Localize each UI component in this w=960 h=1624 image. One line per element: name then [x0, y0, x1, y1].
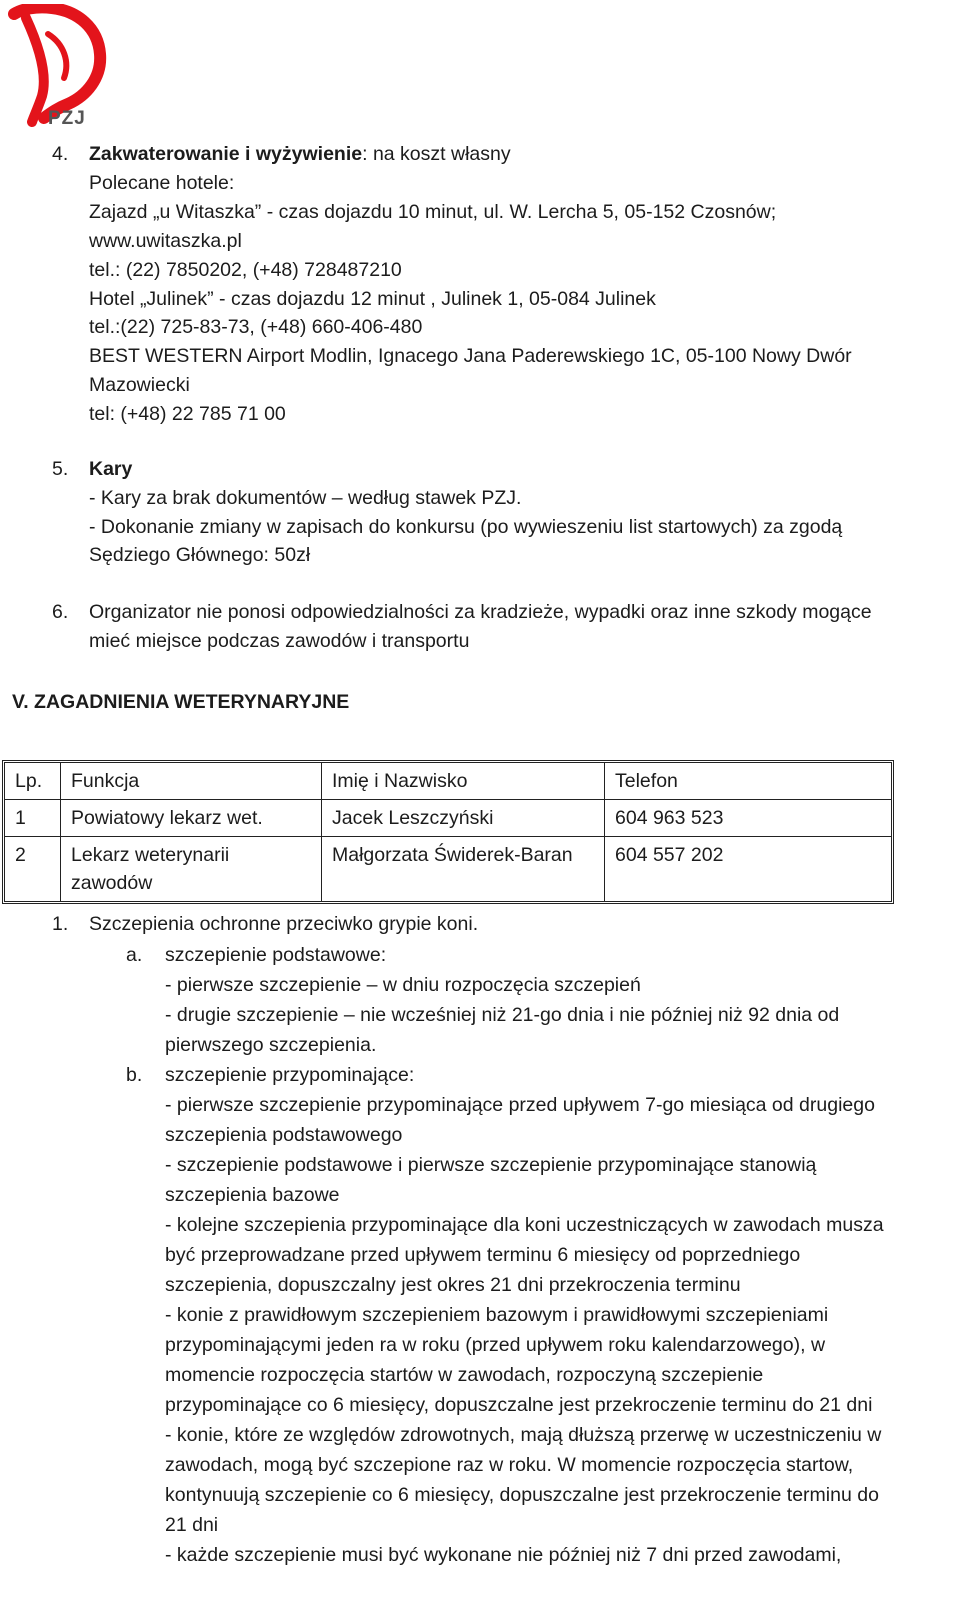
table-header-cell: Imię i Nazwisko	[322, 763, 605, 800]
section6-line: Organizator nie ponosi odpowiedzialności za kradzieże, wypadki oraz inne szkody mogące	[89, 601, 872, 623]
vaccination-b-line: zawodach, mogą być szczepione raz w roku. W momencie rozpoczęcia startow,	[165, 1454, 854, 1476]
table-header-cell: Telefon	[605, 763, 891, 800]
vet-contacts-table	[2, 760, 894, 904]
table-row	[5, 800, 891, 837]
table-header-cell: Funkcja	[61, 763, 322, 800]
vaccination-b-line: przypominające co 6 miesięcy, dopuszczalne jest przekroczenie terminu do 21 dni	[165, 1394, 873, 1416]
pzj-logo	[8, 4, 108, 136]
section4-heading: Zakwaterowanie i wyżywienie	[89, 143, 363, 165]
vaccination-number: 1.	[52, 913, 69, 935]
vaccination-b-line: kontynuują szczepienie co 6 miesięcy, dopuszczalne jest przekroczenie terminu do	[165, 1484, 879, 1506]
vaccination-b-line: - kolejne szczepienia przypominające dla koni uczestniczących w zawodach musza	[165, 1214, 884, 1236]
vaccination-b-marker: b.	[126, 1064, 143, 1086]
section-v-heading: V. ZAGADNIENIA WETERYNARYJNE	[12, 691, 350, 713]
section4-line: BEST WESTERN Airport Modlin, Ignacego Jana Paderewskiego 1C, 05-100 Nowy Dwór	[89, 345, 852, 367]
vaccination-b-line: przypominającymi jeden ra w roku (przed upływem roku kalendarzowego), w	[165, 1334, 826, 1356]
section4-line: Polecane hotele:	[89, 172, 235, 194]
table-cell-lp: 1	[5, 800, 61, 837]
section4-line: Zajazd „u Witaszka” - czas dojazdu 10 minut, ul. W. Lercha 5, 05-152 Czosnów;	[89, 201, 777, 223]
section6-number: 6.	[52, 601, 69, 623]
section5-heading: Kary	[89, 458, 133, 480]
section4-line: Mazowiecki	[89, 374, 190, 396]
section5-number: 5.	[52, 458, 69, 480]
table-cell-funkcja: Powiatowy lekarz wet.	[61, 800, 322, 837]
vaccination-b-line: - pierwsze szczepienie przypominające przed upływem 7-go miesiąca od drugiego	[165, 1094, 875, 1116]
logo-text: PZJ	[48, 108, 86, 129]
section4-line: Hotel „Julinek” - czas dojazdu 12 minut , Julinek 1, 05-084 Julinek	[89, 288, 656, 310]
vaccination-b-line: być przeprowadzane przed upływem terminu 6 miesięcy od poprzedniego	[165, 1244, 801, 1266]
section4-line: tel.: (22) 7850202, (+48) 728487210	[89, 259, 402, 281]
vaccination-a-marker: a.	[126, 944, 143, 966]
vaccination-a-title: szczepienie podstawowe:	[165, 944, 387, 966]
vaccination-b-line: momencie rozpoczęcia startów w zawodach, rozpoczyną szczepienie	[165, 1364, 764, 1386]
vaccination-b-line: 21 dni	[165, 1514, 219, 1536]
table-cell-lp: 2	[5, 837, 61, 901]
section4-line: tel.:(22) 725-83-73, (+48) 660-406-480	[89, 316, 423, 338]
vaccination-b-line: - konie z prawidłowym szczepieniem bazowym i prawidłowymi szczepieniami	[165, 1304, 829, 1326]
table-cell-nazwisko: Jacek Leszczyński	[322, 800, 605, 837]
vaccination-a-line: - drugie szczepienie – nie wcześniej niż 21-go dnia i nie później niż 92 dnia od	[165, 1004, 840, 1026]
vaccination-title: Szczepienia ochronne przeciwko grypie koni.	[89, 913, 479, 935]
table-cell-telefon: 604 963 523	[605, 800, 891, 837]
vaccination-a-line: - pierwsze szczepienie – w dniu rozpoczęcia szczepień	[165, 974, 641, 996]
section5-line: - Kary za brak dokumentów – według stawek PZJ.	[89, 487, 522, 509]
table-header-cell: Lp.	[5, 763, 61, 800]
table-cell-telefon: 604 557 202	[615, 844, 724, 866]
section4-heading-rest: : na koszt własny	[362, 143, 511, 165]
vaccination-b-title: szczepienie przypominające:	[165, 1064, 415, 1086]
section5-line: Sędziego Głównego: 50zł	[89, 544, 311, 566]
hotel-website-link[interactable]: www.uwitaszka.pl	[89, 230, 242, 252]
table-cell-nazwisko: Małgorzata Świderek-Baran	[322, 837, 605, 901]
vaccination-b-line: - każde szczepienie musi być wykonane nie później niż 7 dni przed zawodami,	[165, 1544, 842, 1566]
table-cell-funkcja: Lekarz weterynarii zawodów	[61, 837, 322, 901]
vaccination-a-line: pierwszego szczepienia.	[165, 1034, 377, 1056]
vaccination-b-line: szczepienia podstawowego	[165, 1124, 403, 1146]
vaccination-b-line: - konie, które ze względów zdrowotnych, mają dłuższą przerwę w uczestniczeniu w	[165, 1424, 882, 1446]
table-header-row	[5, 763, 891, 800]
vaccination-b-line: szczepienia bazowe	[165, 1184, 340, 1206]
section5-line: - Dokonanie zmiany w zapisach do konkursu (po wywieszeniu list startowych) za zgodą	[89, 516, 843, 538]
table-row	[5, 837, 891, 901]
vaccination-b-line: szczepienia, dopuszczalny jest okres 21 dni przekroczenia terminu	[165, 1274, 741, 1296]
section4-number: 4.	[52, 143, 69, 165]
section4-heading-line	[89, 142, 511, 166]
section6-line: mieć miejsce podczas zawodów i transportu	[89, 630, 470, 652]
section4-line: tel: (+48) 22 785 71 00	[89, 403, 286, 425]
vaccination-b-line: - szczepienie podstawowe i pierwsze szczepienie przypominające stanowią	[165, 1154, 817, 1176]
